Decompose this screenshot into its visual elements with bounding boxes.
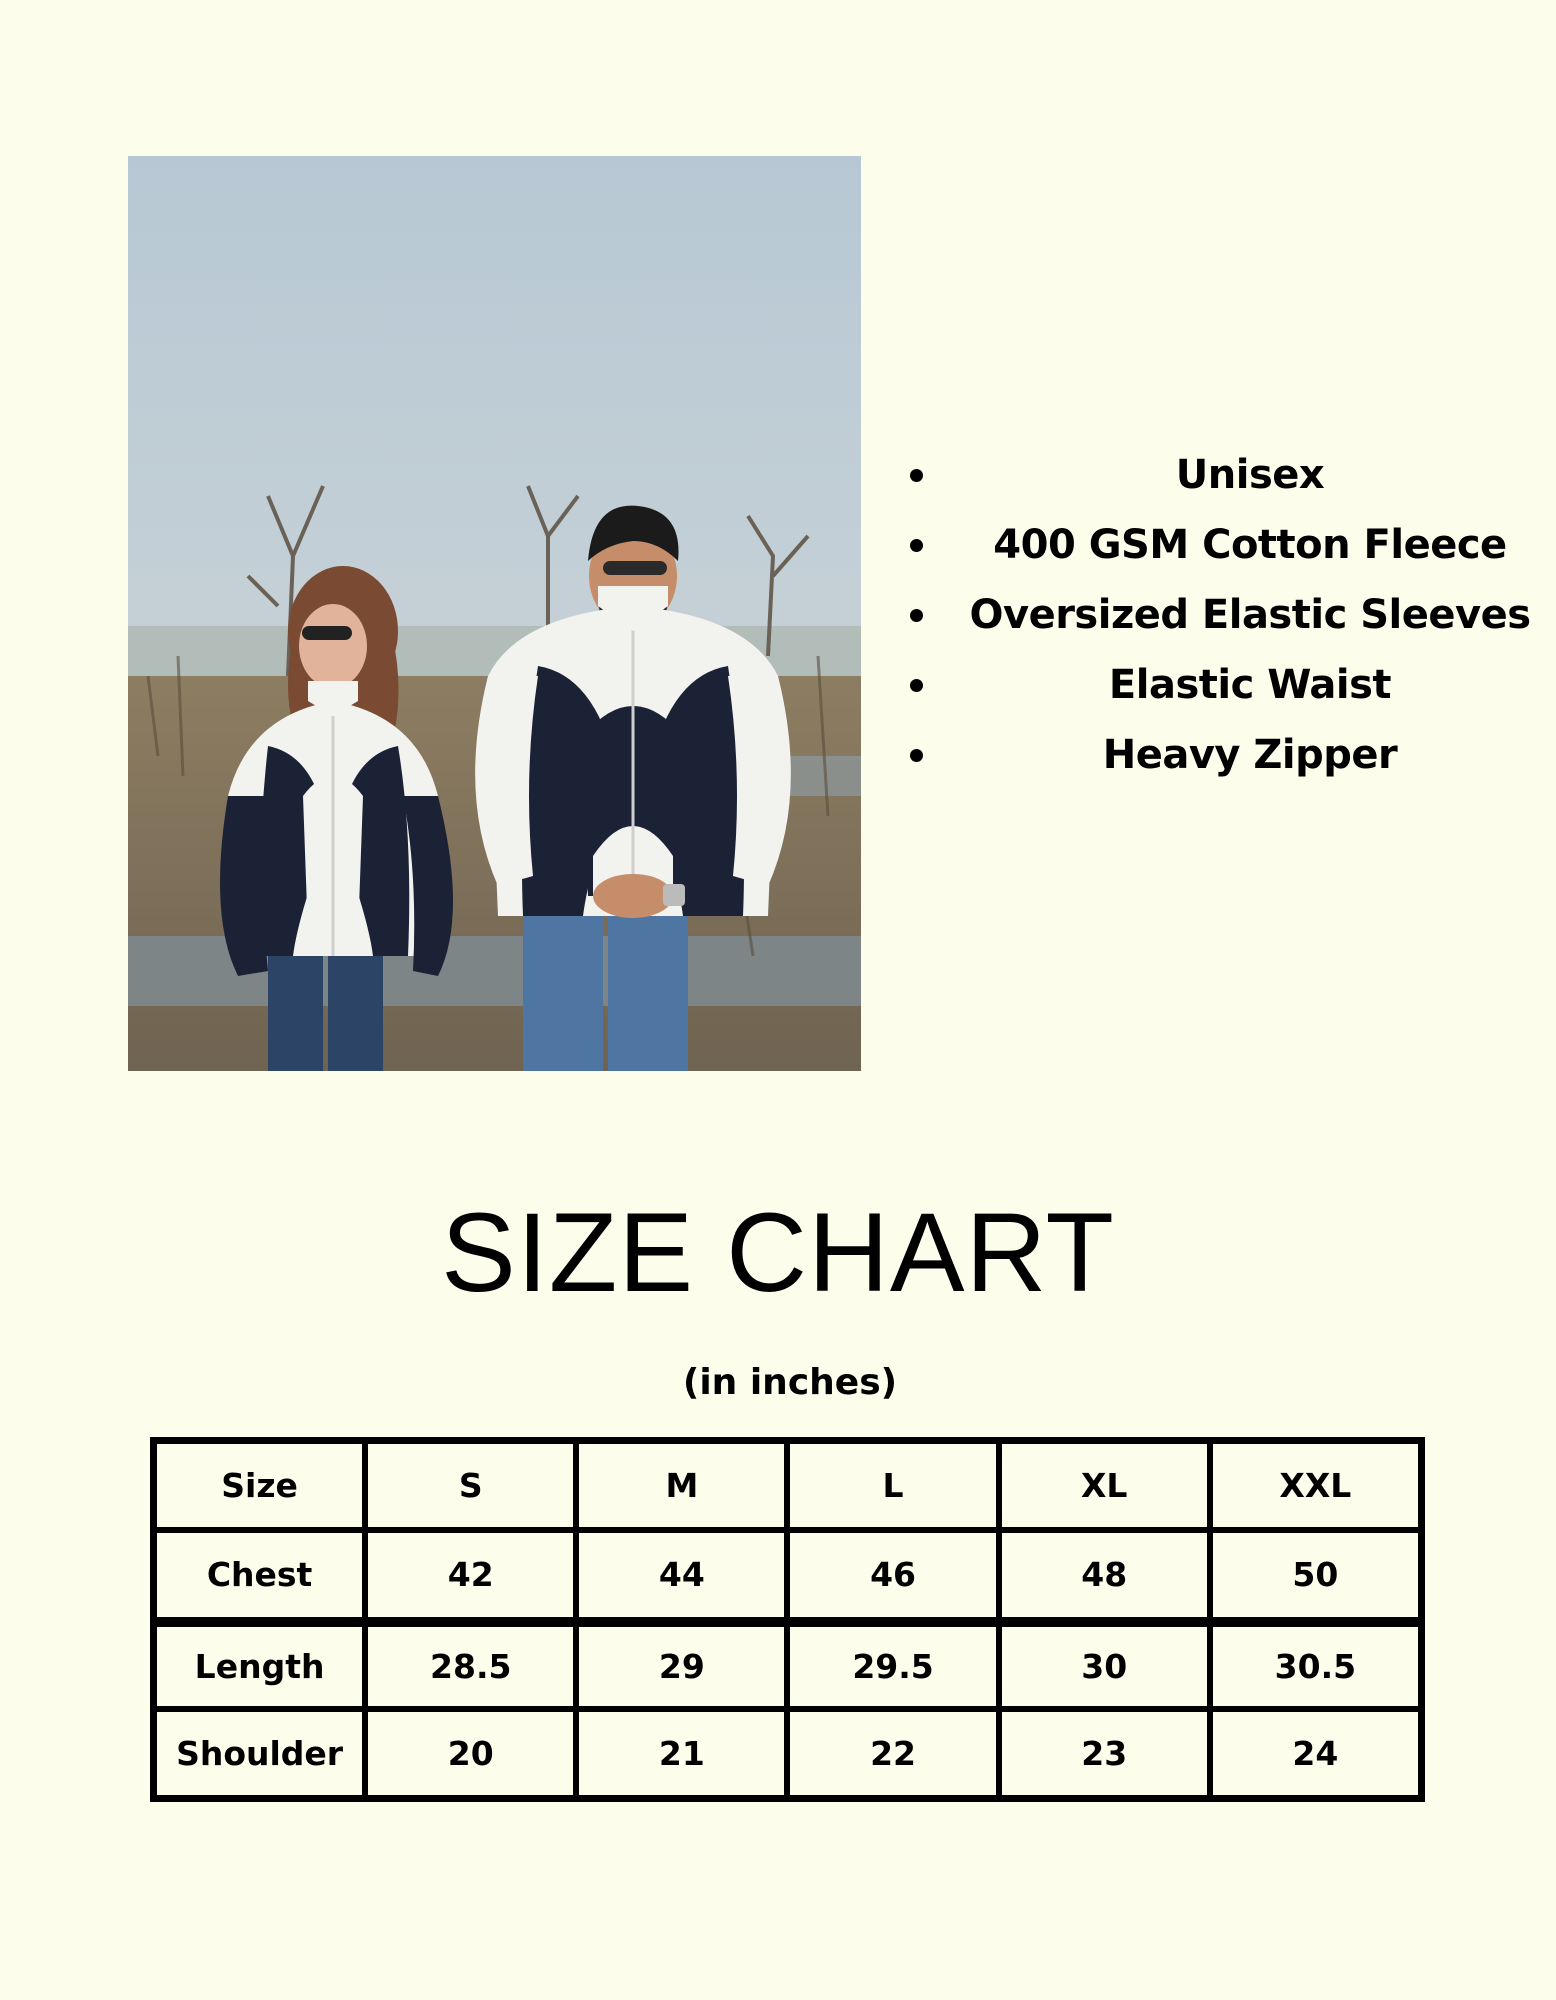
feature-text: Unisex [1175, 452, 1325, 498]
table-cell: 23 [999, 1709, 1210, 1798]
table-cell: 29 [576, 1620, 787, 1709]
feature-text: Heavy Zipper [1102, 732, 1398, 778]
table-cell: 46 [787, 1530, 998, 1619]
table-header-cell: M [576, 1441, 787, 1530]
bullet-icon [910, 749, 923, 762]
table-cell: 42 [365, 1530, 576, 1619]
table-row-label: Shoulder [154, 1709, 365, 1798]
table-header-row [154, 1441, 1421, 1530]
table-header-cell: S [365, 1441, 576, 1530]
table-row-label: Chest [154, 1530, 365, 1619]
feature-list [900, 440, 1540, 790]
table-cell: 20 [365, 1709, 576, 1798]
feature-text: 400 GSM Cotton Fleece [993, 522, 1507, 568]
feature-item [900, 440, 1540, 510]
feature-item [900, 510, 1540, 580]
table-cell: 29.5 [787, 1620, 998, 1709]
size-table [150, 1437, 1425, 1802]
table-cell: 24 [1210, 1709, 1421, 1798]
feature-item [900, 580, 1540, 650]
size-chart-title: SIZE CHART [441, 1190, 1115, 1315]
table-row [154, 1530, 1421, 1619]
feature-text: Elastic Waist [1108, 662, 1392, 708]
table-header-cell: XL [999, 1441, 1210, 1530]
table-header-cell: L [787, 1441, 998, 1530]
table-cell: 30 [999, 1620, 1210, 1709]
table-header-cell: Size [154, 1441, 365, 1530]
size-chart-subtitle: (in inches) [682, 1362, 898, 1403]
table-header-cell: XXL [1210, 1441, 1421, 1530]
table-cell: 21 [576, 1709, 787, 1798]
table-cell: 28.5 [365, 1620, 576, 1709]
table-cell: 48 [999, 1530, 1210, 1619]
table-cell: 22 [787, 1709, 998, 1798]
product-photo [128, 156, 861, 1071]
bullet-icon [910, 469, 923, 482]
bullet-icon [910, 539, 923, 552]
feature-text: Oversized Elastic Sleeves [969, 592, 1531, 638]
table-row-label: Length [154, 1620, 365, 1709]
table-row [154, 1709, 1421, 1798]
feature-item [900, 720, 1540, 790]
bullet-icon [910, 609, 923, 622]
table-cell: 50 [1210, 1530, 1421, 1619]
table-row [154, 1620, 1421, 1709]
bullet-icon [910, 679, 923, 692]
table-cell: 44 [576, 1530, 787, 1619]
table-cell: 30.5 [1210, 1620, 1421, 1709]
feature-item [900, 650, 1540, 720]
